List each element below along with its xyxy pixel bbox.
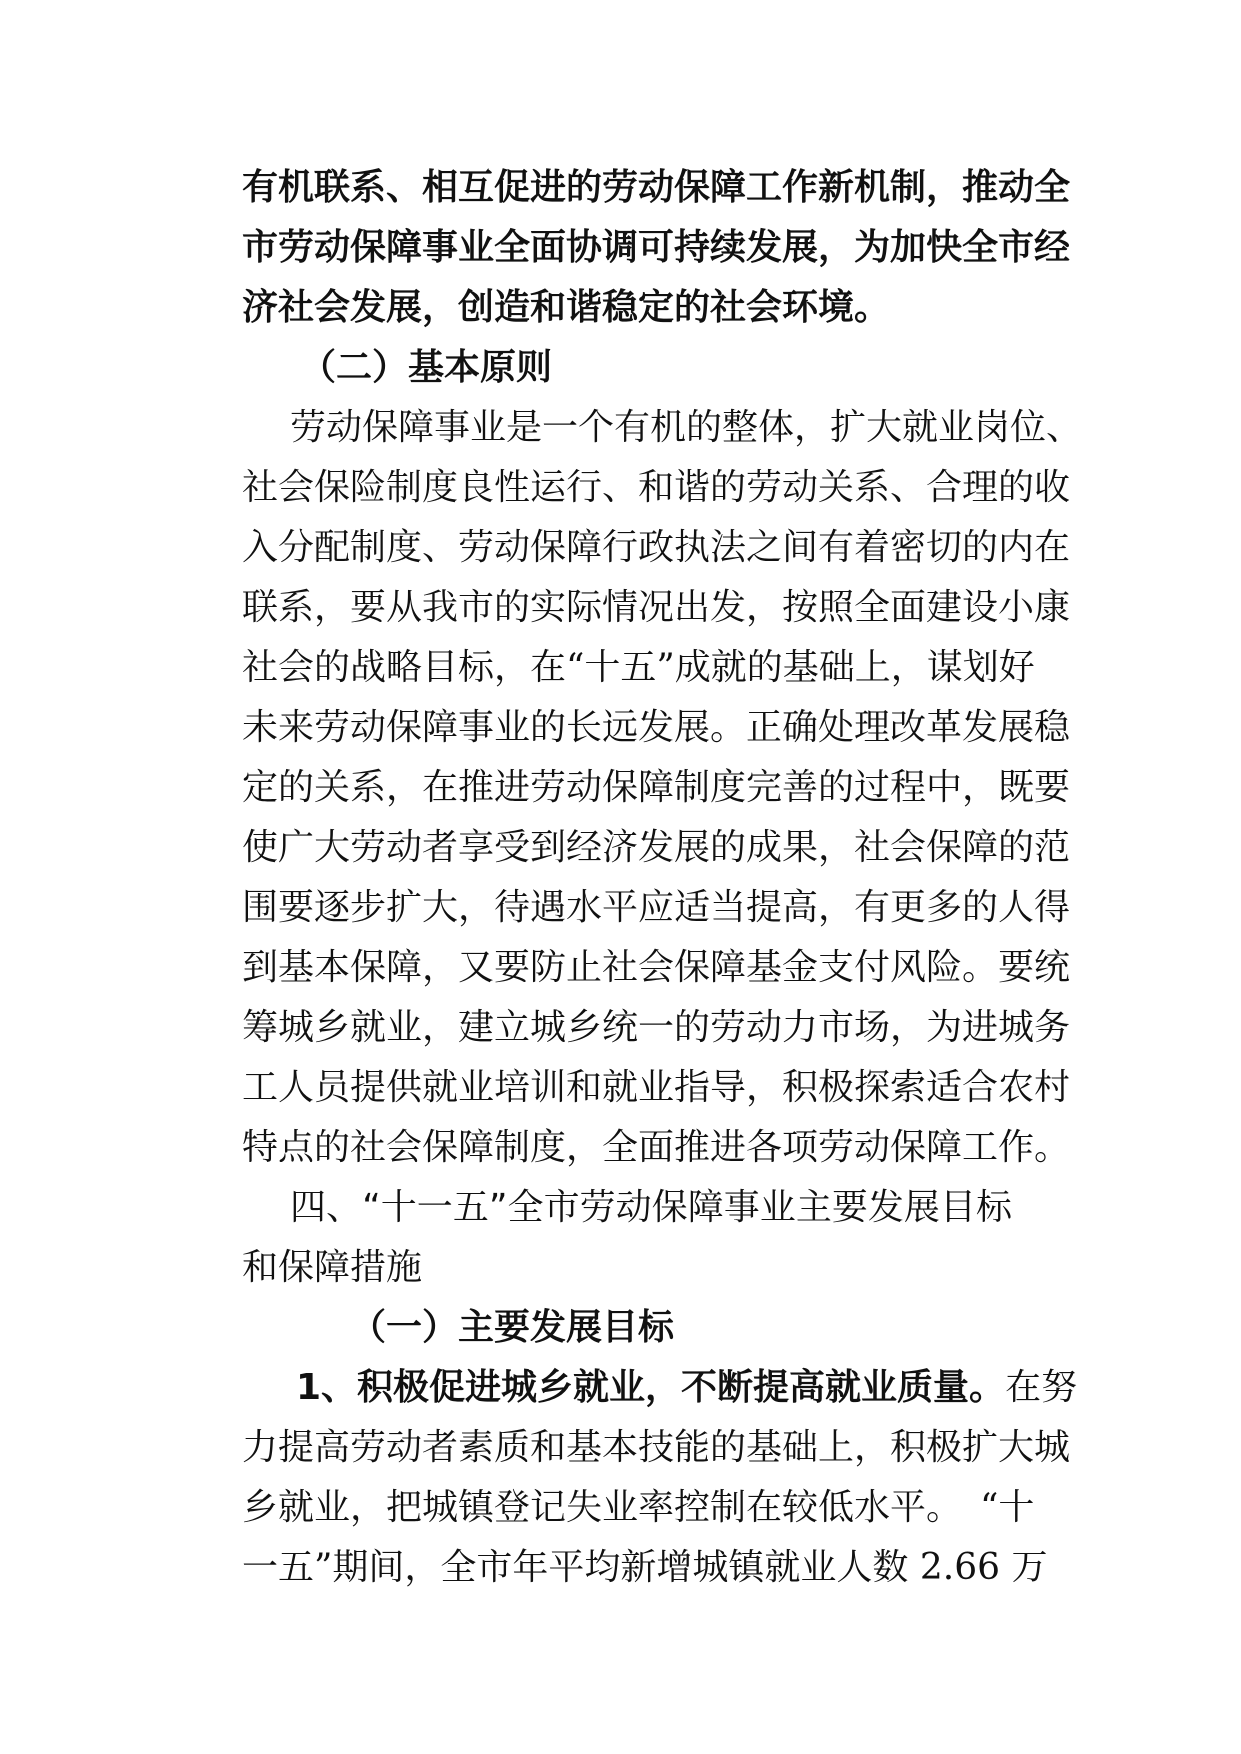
text-line: 围要逐步扩大，待遇水平应适当提高，有更多的人得 [242,887,1071,928]
text-line [296,1358,1078,1418]
text-line: 乡就业，把城镇登记失业率控制在较低水平。 “十 [242,1487,1035,1528]
text-line: 到基本保障，又要防止社会保障基金支付风险。要统 [242,947,1071,988]
text-line: 劳动保障事业是一个有机的整体，扩大就业岗位、 [290,407,1083,448]
chapter-heading: 四、“十一五”全市劳动保障事业主要发展目标 [290,1187,1012,1228]
text-line: 特点的社会保障制度，全面推进各项劳动保障工作。 [242,1127,1071,1168]
text-line: 社会保险制度良性运行、和谐的劳动关系、合理的收 [242,467,1071,508]
text-line: 使广大劳动者享受到经济发展的成果，社会保障的范 [242,827,1071,868]
text-line: 济社会发展，创造和谐稳定的社会环境。 [242,287,891,328]
point-heading: 1、积极促进城乡就业，不断提高就业质量。 [296,1367,1006,1408]
text-line: 社会的战略目标，在“十五”成就的基础上，谋划好 [242,647,1035,688]
text-line: 未来劳动保障事业的长远发展。正确处理改革发展稳 [242,707,1071,748]
section-heading: （一）主要发展目标 [350,1307,675,1348]
text-line: 力提高劳动者素质和基本技能的基础上，积极扩大城 [242,1427,1071,1468]
text-line: 筹城乡就业，建立城乡统一的劳动力市场，为进城务 [242,1007,1071,1048]
text-line: 入分配制度、劳动保障行政执法之间有着密切的内在 [242,527,1071,568]
text-line: 定的关系，在推进劳动保障制度完善的过程中，既要 [242,767,1071,808]
section-heading: （二）基本原则 [300,347,553,388]
text-line: 工人员提供就业培训和就业指导，积极探索适合农村 [242,1067,1071,1108]
chapter-heading-continued: 和保障措施 [242,1247,423,1288]
text-line: 一五”期间，全市年平均新增城镇就业人数 2.66 万 [242,1547,1048,1588]
text-line: 有机联系、相互促进的劳动保障工作新机制，推动全 [242,167,1071,208]
text-line: 市劳动保障事业全面协调可持续发展，为加快全市经 [242,227,1071,268]
point-text: 在努 [1005,1367,1078,1408]
text-line: 联系，要从我市的实际情况出发，按照全面建设小康 [242,587,1071,628]
